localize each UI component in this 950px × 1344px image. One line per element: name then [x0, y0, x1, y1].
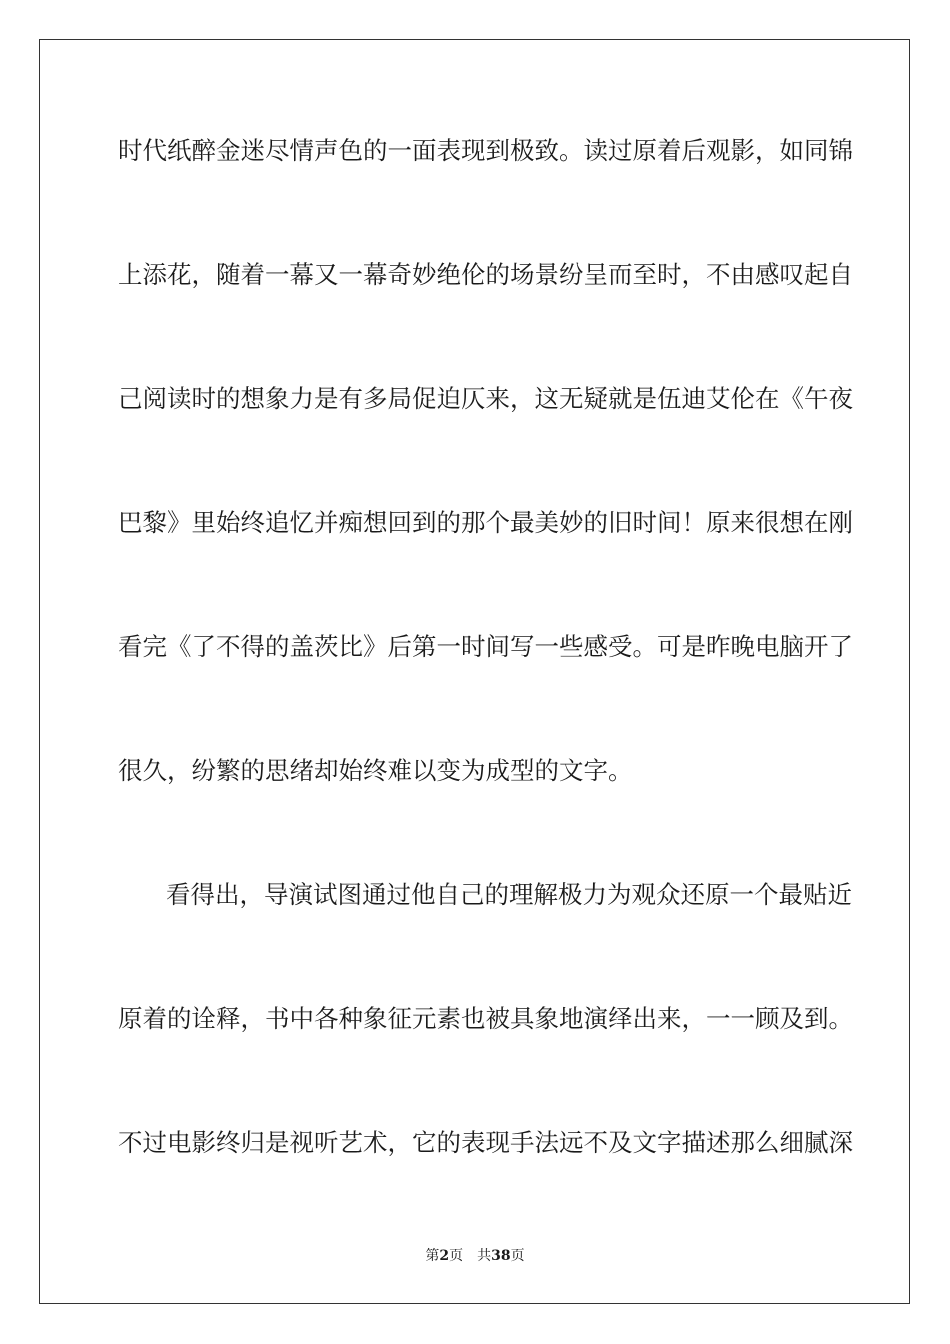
body-text-line: 己阅读时的想象力是有多局促迫仄来，这无疑就是伍迪艾伦在《午夜: [118, 384, 853, 413]
page-border: [39, 39, 910, 1304]
page-footer: [0, 1247, 950, 1265]
page-number: 2: [439, 1248, 450, 1264]
body-text-line: 不过电影终归是视听艺术，它的表现手法远不及文字描述那么细腻深: [118, 1128, 853, 1157]
body-text-line: 上添花，随着一幕又一幕奇妙绝伦的场景纷呈而至时，不由感叹起自: [118, 260, 853, 289]
body-text-line: 时代纸醉金迷尽情声色的一面表现到极致。读过原着后观影，如同锦: [118, 136, 853, 165]
page-prefix: 第: [425, 1248, 440, 1264]
page-suffix: 页: [449, 1248, 464, 1264]
total-suffix: 页: [510, 1248, 525, 1264]
total-prefix: 共: [477, 1248, 492, 1264]
body-text-line: 看完《了不得的盖茨比》后第一时间写一些感受。可是昨晚电脑开了: [118, 632, 853, 661]
total-pages: 38: [491, 1248, 511, 1264]
body-text-line: 看得出，导演试图通过他自己的理解极力为观众还原一个最贴近: [166, 880, 852, 909]
body-text-line: 很久，纷繁的思绪却始终难以变为成型的文字。: [118, 756, 633, 785]
body-text-line: 原着的诠释，书中各种象征元素也被具象地演绎出来，一一顾及到。: [118, 1004, 853, 1033]
body-text-line: 巴黎》里始终追忆并痴想回到的那个最美妙的旧时间！原来很想在刚: [118, 508, 853, 537]
